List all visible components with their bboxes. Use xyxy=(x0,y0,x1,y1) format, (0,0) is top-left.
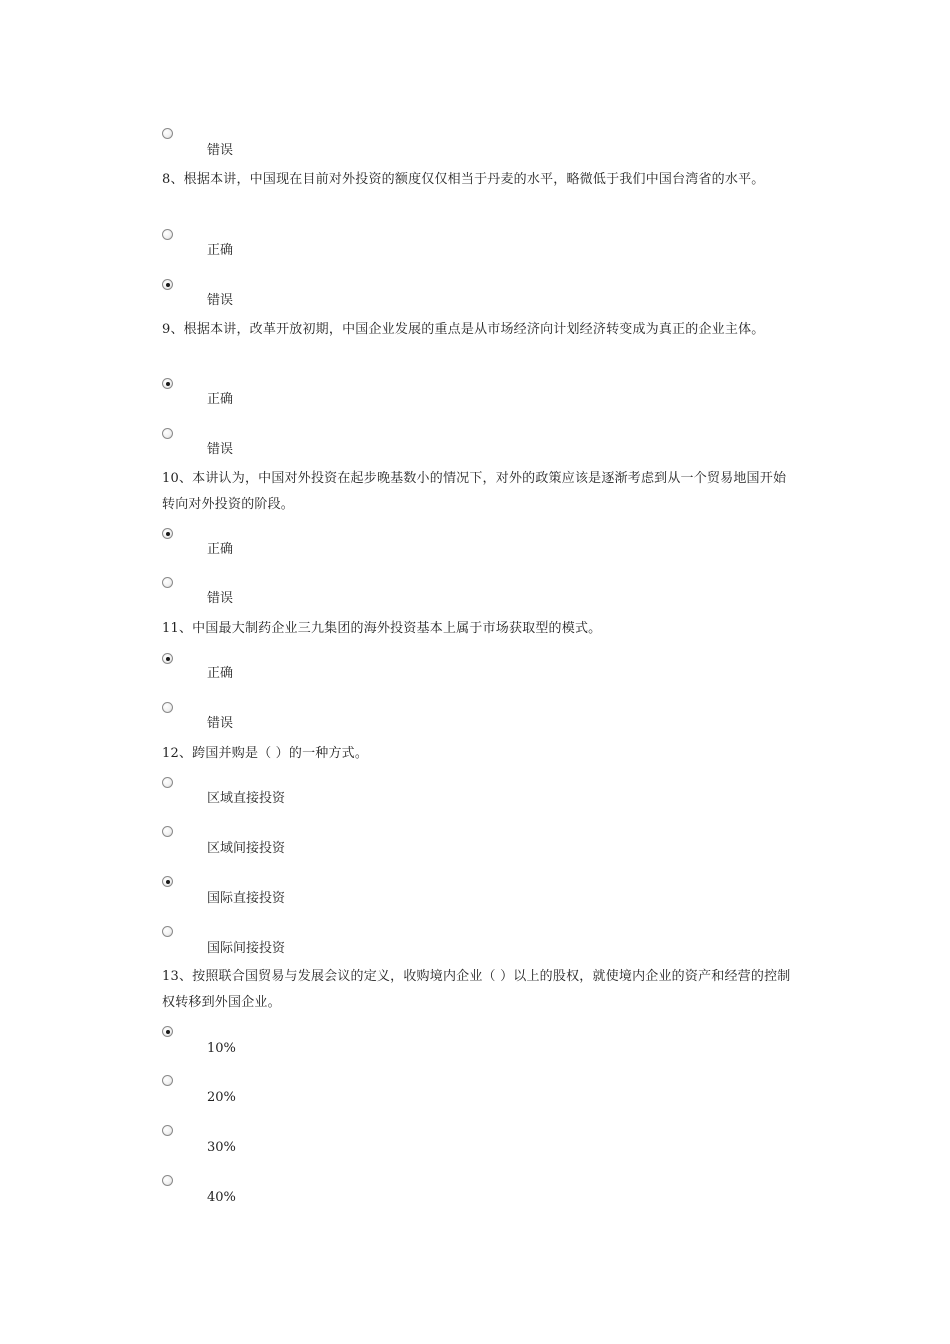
radio-button[interactable] xyxy=(162,229,173,240)
option-label[interactable]: 国际直接投资 xyxy=(207,891,286,906)
question-text: 10、本讲认为，中国对外投资在起步晚基数小的情况下，对外的政策应该是逐渐考虑到从一个贸易地国开始转向对外投资的阶段。 xyxy=(162,471,787,512)
question-text: 11、中国最大制药企业三九集团的海外投资基本上属于市场获取型的模式。 xyxy=(162,621,602,636)
option-label[interactable]: 10% xyxy=(207,1041,236,1056)
option-label[interactable]: 区域直接投资 xyxy=(207,791,286,806)
option-label[interactable]: 错误 xyxy=(207,442,234,457)
question-text: 12、跨国并购是（ ）的一种方式。 xyxy=(162,746,369,761)
radio-button-selected[interactable] xyxy=(162,528,173,539)
radio-button[interactable] xyxy=(162,128,173,139)
radio-button[interactable] xyxy=(162,1175,173,1186)
option-label[interactable]: 国际间接投资 xyxy=(207,941,286,956)
option-label[interactable]: 40% xyxy=(207,1190,236,1205)
option-label[interactable]: 正确 xyxy=(207,666,234,681)
option-label[interactable]: 错误 xyxy=(207,716,234,731)
radio-button[interactable] xyxy=(162,777,173,788)
question-text: 13、按照联合国贸易与发展会议的定义，收购境内企业（ ）以上的股权，就使境内企业的资产和经营的控制权转移到外国企业。 xyxy=(162,969,791,1010)
option-label[interactable]: 正确 xyxy=(207,392,234,407)
option-label[interactable]: 30% xyxy=(207,1140,236,1155)
option-label[interactable]: 区域间接投资 xyxy=(207,841,286,856)
question-text: 8、根据本讲，中国现在目前对外投资的额度仅仅相当于丹麦的水平，略微低于我们中国台湾省的水平。 xyxy=(162,172,765,187)
option-label[interactable]: 错误 xyxy=(207,591,234,606)
radio-button[interactable] xyxy=(162,826,173,837)
option-label[interactable]: 正确 xyxy=(207,243,234,258)
radio-button[interactable] xyxy=(162,1075,173,1086)
radio-button[interactable] xyxy=(162,577,173,588)
radio-button-selected[interactable] xyxy=(162,876,173,887)
radio-button[interactable] xyxy=(162,428,173,439)
radio-button[interactable] xyxy=(162,1125,173,1136)
radio-button-selected[interactable] xyxy=(162,279,173,290)
radio-button-selected[interactable] xyxy=(162,653,173,664)
radio-button[interactable] xyxy=(162,926,173,937)
option-label[interactable]: 正确 xyxy=(207,542,234,557)
option-label[interactable]: 错误 xyxy=(207,293,234,308)
question-text: 9、根据本讲，改革开放初期，中国企业发展的重点是从市场经济向计划经济转变成为真正的企业主体。 xyxy=(162,322,765,337)
option-label[interactable]: 20% xyxy=(207,1090,236,1105)
option-label[interactable]: 错误 xyxy=(207,143,234,158)
radio-button-selected[interactable] xyxy=(162,378,173,389)
radio-button[interactable] xyxy=(162,702,173,713)
radio-button-selected[interactable] xyxy=(162,1026,173,1037)
